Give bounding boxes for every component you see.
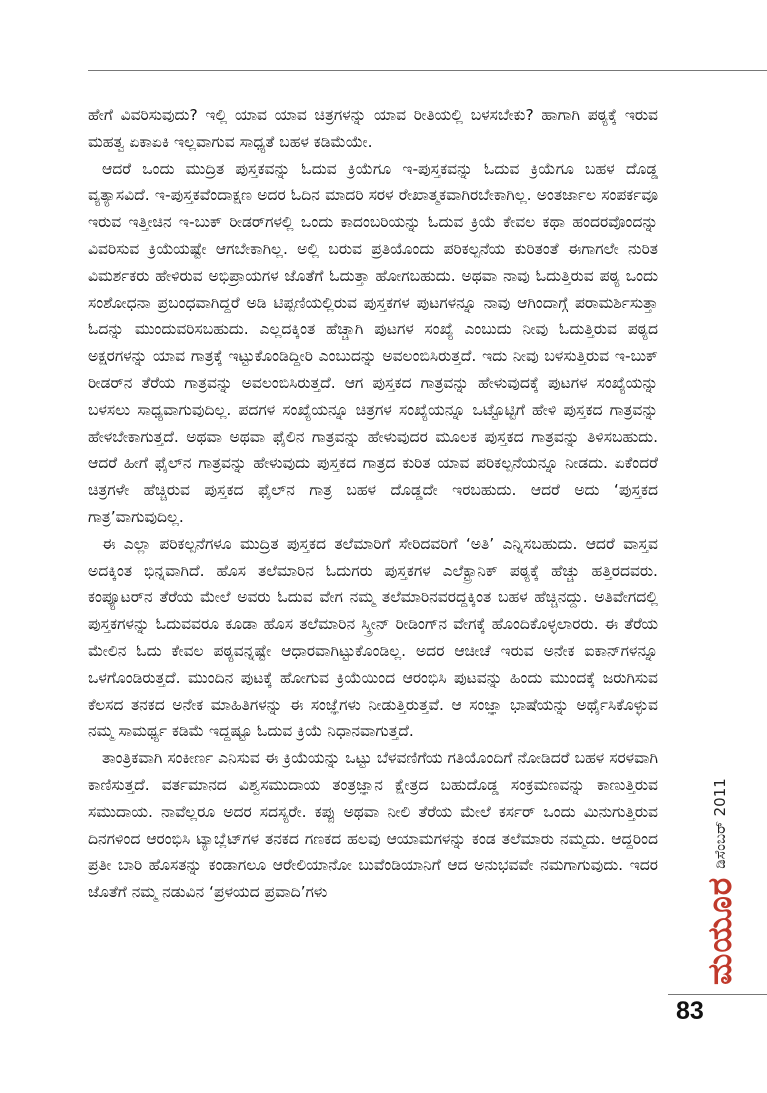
article-body	[88, 102, 658, 906]
paragraph: ಈ ಎಲ್ಲಾ ಪರಿಕಲ್ಪನೆಗಳೂ ಮುದ್ರಿತ ಪುಸ್ತಕದ ತಲೆಮಾರಿಗೆ ಸೇರಿದವರಿಗೆ ‘ಅತಿ’ ಎನ್ನಿಸಬಹುದು. ಆದರೆ ವಾಸ್ತವ ಅದಕ್ಕಿಂತ ಭಿನ್ನವಾಗಿದೆ. ಹೊಸ ತಲೆಮಾರಿನ ಓದುಗರು ಪುಸ್ತಕಗಳ ಎಲೆಕ್ಟ್ರಾನಿಕ್ ಪಠ್ಯಕ್ಕೆ ಹೆಚ್ಚು ಹತ್ತಿರದವರು. ಕಂಪ್ಯೂಟರ್‌ನ ತೆರೆಯ ಮೇಲೆ ಅವರು ಓದುವ ವೇಗ ನಮ್ಮ ತಲೆಮಾರಿನವರದ್ದಕ್ಕಿಂತ ಬಹಳ ಹೆಚ್ಚಿನದ್ದು. ಅತಿವೇಗದಲ್ಲಿ ಪುಸ್ತಕಗಳನ್ನು ಓದುವವರೂ ಕೂಡಾ ಹೊಸ ತಲೆಮಾರಿನ ಸ್ಕ್ರೀನ್ ರೀಡಿಂಗ್‌ನ ವೇಗಕ್ಕೆ ಹೊಂದಿಕೊಳ್ಳಲಾರರು. ಈ ತೆರೆಯ ಮೇಲಿನ ಓದು ಕೇವಲ ಪಠ್ಯವನ್ನಷ್ಟೇ ಆಧಾರವಾಗಿಟ್ಟುಕೊಂಡಿಲ್ಲ. ಅದರ ಆಚೀಚೆ ಇರುವ ಅನೇಕ ಐಕಾನ್‌ಗಳನ್ನೂ ಒಳಗೊಂಡಿರುತ್ತದೆ. ಮುಂದಿನ ಪುಟಕ್ಕೆ ಹೋಗುವ ಕ್ರಿಯೆಯಿಂದ ಆರಂಭಿಸಿ ಪುಟವನ್ನು ಹಿಂದು ಮುಂದಕ್ಕೆ ಜರುಗಿಸುವ ಕೆಲಸದ ತನಕದ ಅನೇಕ ಮಾಹಿತಿಗಳನ್ನು ಈ ಸಂಜ್ಞೆಗಳು ನೀಡುತ್ತಿರುತ್ತವೆ. ಆ ಸಂಜ್ಞಾ ಭಾಷೆಯನ್ನು ಅರ್ಥೈಸಿಕೊಳ್ಳುವ ನಮ್ಮ ಸಾಮರ್ಥ್ಯ ಕಡಿಮೆ ಇದ್ದಷ್ಟೂ ಓದುವ ಕ್ರಿಯೆ ನಿಧಾನವಾಗುತ್ತದೆ.	[88, 534, 658, 741]
issue-date: ಡಿಸೆಂಬರ್ 2011	[711, 778, 729, 869]
magazine-masthead	[670, 778, 739, 985]
page-number-rule	[668, 994, 767, 995]
magazine-name: ಮಯೂರ	[700, 876, 739, 985]
paragraph: ತಾಂತ್ರಿಕವಾಗಿ ಸಂಕೀರ್ಣ ಎನಿಸುವ ಈ ಕ್ರಿಯೆಯನ್ನು ಒಟ್ಟು ಬೆಳವಣಿಗೆಯ ಗತಿಯೊಂದಿಗೆ ನೋಡಿದರೆ ಬಹಳ ಸರಳವಾಗಿ ಕಾಣಿಸುತ್ತದೆ. ವರ್ತಮಾನದ ವಿಶ್ವಸಮುದಾಯ ತಂತ್ರಜ್ಞಾನ ಕ್ಷೇತ್ರದ ಬಹುದೊಡ್ಡ ಸಂಕ್ರಮಣವನ್ನು ಕಾಣುತ್ತಿರುವ ಸಮುದಾಯ. ನಾವೆಲ್ಲರೂ ಅದರ ಸದಸ್ಯರೇ. ಕಪ್ಪು ಅಥವಾ ನೀಲಿ ತೆರೆಯ ಮೇಲೆ ಕರ್ಸರ್ ಒಂದು ಮಿನುಗುತ್ತಿರುವ ದಿನಗಳಿಂದ ಆರಂಭಿಸಿ ಟ್ಯಾಬ್ಲೆಟ್‌ಗಳ ತನಕದ ಗಣಕದ ಹಲವು ಆಯಾಮಗಳನ್ನು ಕಂಡ ತಲೆಮಾರು ನಮ್ಮದು. ಆದ್ದರಿಂದ ಪ್ರತೀ ಬಾರಿ ಹೊಸತನ್ನು ಕಂಡಾಗಲೂ ಆರೇಲಿಯಾನೋ ಬುವೆಂಡಿಯಾನಿಗೆ ಆದ ಅನುಭವವೇ ನಮಗಾಗುವುದು. ಇದರ ಜೊತೆಗೆ ನಮ್ಮ ನಡುವಿನ ‘ಪ್ರಳಯದ ಪ್ರವಾದಿ’ಗಳು	[88, 749, 658, 902]
paragraph: ಆದರೆ ಒಂದು ಮುದ್ರಿತ ಪುಸ್ತಕವನ್ನು ಓದುವ ಕ್ರಿಯೆಗೂ ಇ-ಪುಸ್ತಕವನ್ನು ಓದುವ ಕ್ರಿಯೆಗೂ ಬಹಳ ದೊಡ್ಡ ವ್ಯತ್ಯಾಸವಿದೆ. ಇ-ಪುಸ್ತಕವೆಂದಾಕ್ಷಣ ಅದರ ಓದಿನ ಮಾದರಿ ಸರಳ ರೇಖಾತ್ಮಕವಾಗಿರಬೇಕಾಗಿಲ್ಲ. ಅಂತರ್ಜಾಲ ಸಂಪರ್ಕವೂ ಇರುವ ಇತ್ತೀಚಿನ ಇ-ಬುಕ್ ರೀಡರ್‌ಗಳಲ್ಲಿ ಒಂದು ಕಾದಂಬರಿಯನ್ನು ಓದುವ ಕ್ರಿಯೆ ಕೇವಲ ಕಥಾ ಹಂದರವೊಂದನ್ನು ವಿವರಿಸುವ ಕ್ರಿಯೆಯಷ್ಟೇ ಆಗಬೇಕಾಗಿಲ್ಲ. ಅಲ್ಲಿ ಬರುವ ಪ್ರತಿಯೊಂದು ಪರಿಕಲ್ಪನೆಯ ಕುರಿತಂತೆ ಈಗಾಗಲೇ ನುರಿತ ವಿಮರ್ಶಕರು ಹೇಳಿರುವ ಅಭಿಪ್ರಾಯಗಳ ಜೊತೆಗೆ ಓದುತ್ತಾ ಹೋಗಬಹುದು. ಅಥವಾ ನಾವು ಓದುತ್ತಿರುವ ಪಠ್ಯ ಒಂದು ಸಂಶೋಧನಾ ಪ್ರಬಂಧವಾಗಿದ್ದರೆ ಅಡಿ ಟಿಪ್ಪಣಿಯಲ್ಲಿರುವ ಪುಸ್ತಕಗಳ ಪುಟಗಳನ್ನೂ ನಾವು ಆಗಿಂದಾಗ್ಗೆ ಪರಾಮರ್ಶಿಸುತ್ತಾ ಓದನ್ನು ಮುಂದುವರಿಸಬಹುದು. ಎಲ್ಲದಕ್ಕಿಂತ ಹೆಚ್ಚಾಗಿ ಪುಟಗಳ ಸಂಖ್ಯೆ ಎಂಬುದು ನೀವು ಓದುತ್ತಿರುವ ಪಠ್ಯದ ಅಕ್ಷರಗಳನ್ನು ಯಾವ ಗಾತ್ರಕ್ಕೆ ಇಟ್ಟುಕೊಂಡಿದ್ದೀರಿ ಎಂಬುದನ್ನು ಅವಲಂಬಿಸಿರುತ್ತದೆ. ಇದು ನೀವು ಬಳಸುತ್ತಿರುವ ಇ-ಬುಕ್ ರೀಡರ್‌ನ ತೆರೆಯ ಗಾತ್ರವನ್ನು ಅವಲಂಬಿಸಿರುತ್ತದೆ. ಆಗ ಪುಸ್ತಕದ ಗಾತ್ರವನ್ನು ಹೇಳುವುದಕ್ಕೆ ಪುಟಗಳ ಸಂಖ್ಯೆಯನ್ನು ಬಳಸಲು ಸಾಧ್ಯವಾಗುವುದಿಲ್ಲ. ಪದಗಳ ಸಂಖ್ಯೆಯನ್ನೂ ಚಿತ್ರಗಳ ಸಂಖ್ಯೆಯನ್ನೂ ಒಟ್ಟೊಟ್ಟಿಗೆ ಹೇಳಿ ಪುಸ್ತಕದ ಗಾತ್ರವನ್ನು ಹೇಳಬೇಕಾಗುತ್ತದೆ. ಅಥವಾ ಅಥವಾ ಫೈಲಿನ ಗಾತ್ರವನ್ನು ಹೇಳುವುದರ ಮೂಲಕ ಪುಸ್ತಕದ ಗಾತ್ರವನ್ನು ತಿಳಿಸಬಹುದು. ಆದರೆ ಹೀಗೆ ಫೈಲ್‌ನ ಗಾತ್ರವನ್ನು ಹೇಳುವುದು ಪುಸ್ತಕದ ಗಾತ್ರದ ಕುರಿತ ಯಾವ ಪರಿಕಲ್ಪನೆಯನ್ನೂ ನೀಡದು. ಏಕೆಂದರೆ ಚಿತ್ರಗಳೇ ಹೆಚ್ಚಿರುವ ಪುಸ್ತಕದ ಫೈಲ್‌ನ ಗಾತ್ರ ಬಹಳ ದೊಡ್ಡದೇ ಇರಬಹುದು. ಆದರೆ ಅದು ‘ಪುಸ್ತಕದ ಗಾತ್ರ’ವಾಗುವುದಿಲ್ಲ.	[88, 159, 658, 526]
paragraph: ಹೇಗೆ ವಿವರಿಸುವುದು? ಇಲ್ಲಿ ಯಾವ ಯಾವ ಚಿತ್ರಗಳನ್ನು ಯಾವ ರೀತಿಯಲ್ಲಿ ಬಳಸಬೇಕು? ಹಾಗಾಗಿ ಪಠ್ಯಕ್ಕೆ ಇರುವ ಮಹತ್ವ ಏಕಾಏಕಿ ಇಲ್ಲವಾಗುವ ಸಾಧ್ಯತೆ ಬಹಳ ಕಡಿಮೆಯೇ.	[88, 106, 658, 151]
page-number: 83	[676, 997, 704, 1025]
top-rule	[88, 70, 767, 71]
